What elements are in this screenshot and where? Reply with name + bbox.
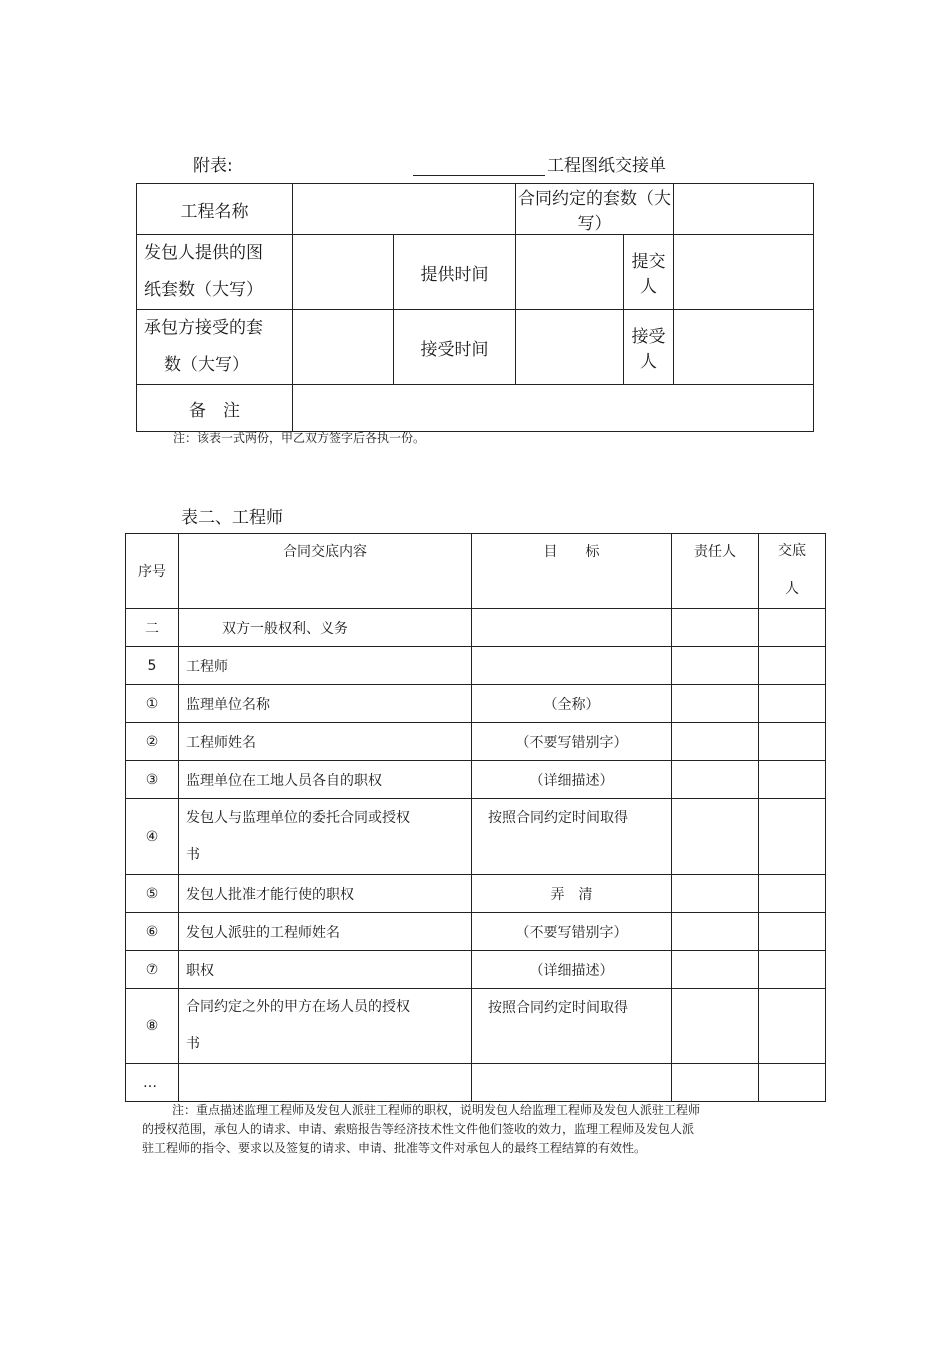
row-responsible[interactable] <box>672 761 759 799</box>
row-target[interactable] <box>472 609 672 647</box>
row-content-line2: 书 <box>186 1036 200 1052</box>
row-briefer[interactable] <box>759 723 826 761</box>
table-row <box>126 723 826 761</box>
row-briefer[interactable] <box>759 799 826 875</box>
accept-time-value[interactable] <box>516 310 624 385</box>
row-seq: … <box>126 1064 179 1102</box>
table-row <box>126 951 826 989</box>
form2-note <box>142 1101 762 1158</box>
row-content: 监理单位在工地人员各自的职权 <box>179 761 472 799</box>
provide-time-value[interactable] <box>516 235 624 310</box>
row-briefer[interactable] <box>759 609 826 647</box>
row-content: 双方一般权利、义务 <box>179 609 472 647</box>
row-content: 监理单位名称 <box>179 685 472 723</box>
header-briefer-line2: 人 <box>785 581 799 597</box>
row-target: （不要写错别字） <box>472 913 672 951</box>
submitter-value[interactable] <box>674 235 814 310</box>
row-responsible[interactable] <box>672 799 759 875</box>
header-briefer-line1: 交底 <box>778 543 806 559</box>
row-content-line1: 合同约定之外的甲方在场人员的授权 <box>186 999 410 1015</box>
receiver-label: 接受人 <box>624 310 674 385</box>
row-seq: ⑧ <box>126 989 179 1064</box>
row-content: 发包人派驻的工程师姓名 <box>179 913 472 951</box>
submitter-label: 提交人 <box>624 235 674 310</box>
row-target: （详细描述） <box>472 951 672 989</box>
header-briefer <box>759 534 826 609</box>
employer-sets-label-line2: 纸套数（大写） <box>144 280 263 300</box>
receiver-value[interactable] <box>674 310 814 385</box>
title-blank-line <box>413 157 545 176</box>
engineer-briefing-table <box>125 533 826 1102</box>
row-responsible[interactable] <box>672 951 759 989</box>
row-responsible[interactable] <box>672 609 759 647</box>
row-seq: ⑥ <box>126 913 179 951</box>
row-briefer[interactable] <box>759 1064 826 1102</box>
table-row <box>126 799 826 875</box>
table-row <box>126 1064 826 1102</box>
row-briefer[interactable] <box>759 761 826 799</box>
row-briefer[interactable] <box>759 913 826 951</box>
employer-sets-label <box>137 235 293 310</box>
contractor-sets-label <box>137 310 293 385</box>
row-target: （全称） <box>472 685 672 723</box>
table-row <box>126 761 826 799</box>
attach-label: 附表: <box>193 156 233 176</box>
row-seq: ⑤ <box>126 875 179 913</box>
form2-title: 表二、工程师 <box>181 508 283 528</box>
form2-note-line2: 的授权范围，承包人的请求、申请、索赔报告等经济技术性文件他们签收的效力，监理工程师及发包人派 <box>142 1122 695 1136</box>
form1-title-text: 工程图纸交接单 <box>547 156 666 176</box>
row-seq: 5 <box>126 647 179 685</box>
row-content-line1: 发包人与监理单位的委托合同或授权 <box>186 809 410 826</box>
row-content[interactable] <box>179 1064 472 1102</box>
row-seq: ③ <box>126 761 179 799</box>
table-row <box>126 647 826 685</box>
form2-note-line3: 驻工程师的指令、要求以及签复的请求、申请、批准等文件对承包人的最终工程结算的有效性。 <box>142 1141 647 1155</box>
row-target[interactable] <box>472 1064 672 1102</box>
row-responsible[interactable] <box>672 989 759 1064</box>
row-seq: ④ <box>126 799 179 875</box>
table-row <box>126 989 826 1064</box>
row-briefer[interactable] <box>759 875 826 913</box>
table-row <box>126 685 826 723</box>
provide-time-label: 提供时间 <box>394 235 516 310</box>
row-briefer[interactable] <box>759 685 826 723</box>
remarks-label: 备 注 <box>137 385 293 432</box>
row-target: 弄 清 <box>472 875 672 913</box>
header-content: 合同交底内容 <box>179 534 472 609</box>
row-content-line2: 书 <box>186 846 200 863</box>
row-content: 工程师姓名 <box>179 723 472 761</box>
contract-sets-label: 合同约定的套数（大写） <box>516 184 674 235</box>
employer-sets-label-line1: 发包人提供的图 <box>144 243 263 263</box>
contract-sets-value[interactable] <box>674 184 814 235</box>
row-content <box>179 799 472 875</box>
row-responsible[interactable] <box>672 1064 759 1102</box>
row-target: （不要写错别字） <box>472 723 672 761</box>
row-target[interactable] <box>472 647 672 685</box>
table-row <box>126 913 826 951</box>
row-briefer[interactable] <box>759 989 826 1064</box>
table-row <box>126 875 826 913</box>
form2-note-line1: 注：重点描述监理工程师及发包人派驻工程师的职权，说明发包人给监理工程师及发包人派驻工程师 <box>172 1103 701 1117</box>
row-seq: 二 <box>126 609 179 647</box>
header-seq: 序号 <box>126 534 179 609</box>
table-row <box>126 609 826 647</box>
row-target: 按照合同约定时间取得 <box>472 989 672 1064</box>
header-responsible: 责任人 <box>672 534 759 609</box>
row-responsible[interactable] <box>672 875 759 913</box>
contractor-sets-value[interactable] <box>293 310 394 385</box>
project-name-label: 工程名称 <box>137 184 293 235</box>
remarks-value[interactable] <box>293 385 814 432</box>
contractor-sets-label-line2: 数（大写） <box>164 355 249 375</box>
row-content: 工程师 <box>179 647 472 685</box>
drawing-handover-table <box>136 183 814 432</box>
row-responsible[interactable] <box>672 723 759 761</box>
row-briefer[interactable] <box>759 951 826 989</box>
form1-note: 注：该表一式两份，甲乙双方签字后各执一份。 <box>173 431 426 445</box>
row-responsible[interactable] <box>672 647 759 685</box>
row-content: 职权 <box>179 951 472 989</box>
header-target: 目 标 <box>472 534 672 609</box>
row-briefer[interactable] <box>759 647 826 685</box>
row-responsible[interactable] <box>672 685 759 723</box>
form1-title <box>413 151 666 176</box>
row-seq: ② <box>126 723 179 761</box>
row-target: （详细描述） <box>472 761 672 799</box>
row-content <box>179 989 472 1064</box>
row-content: 发包人批准才能行使的职权 <box>179 875 472 913</box>
project-name-value[interactable] <box>293 184 516 235</box>
employer-sets-value[interactable] <box>293 235 394 310</box>
row-target: 按照合同约定时间取得 <box>472 799 672 875</box>
row-responsible[interactable] <box>672 913 759 951</box>
accept-time-label: 接受时间 <box>394 310 516 385</box>
row-seq: ① <box>126 685 179 723</box>
row-seq: ⑦ <box>126 951 179 989</box>
contractor-sets-label-line1: 承包方接受的套 <box>144 318 263 338</box>
